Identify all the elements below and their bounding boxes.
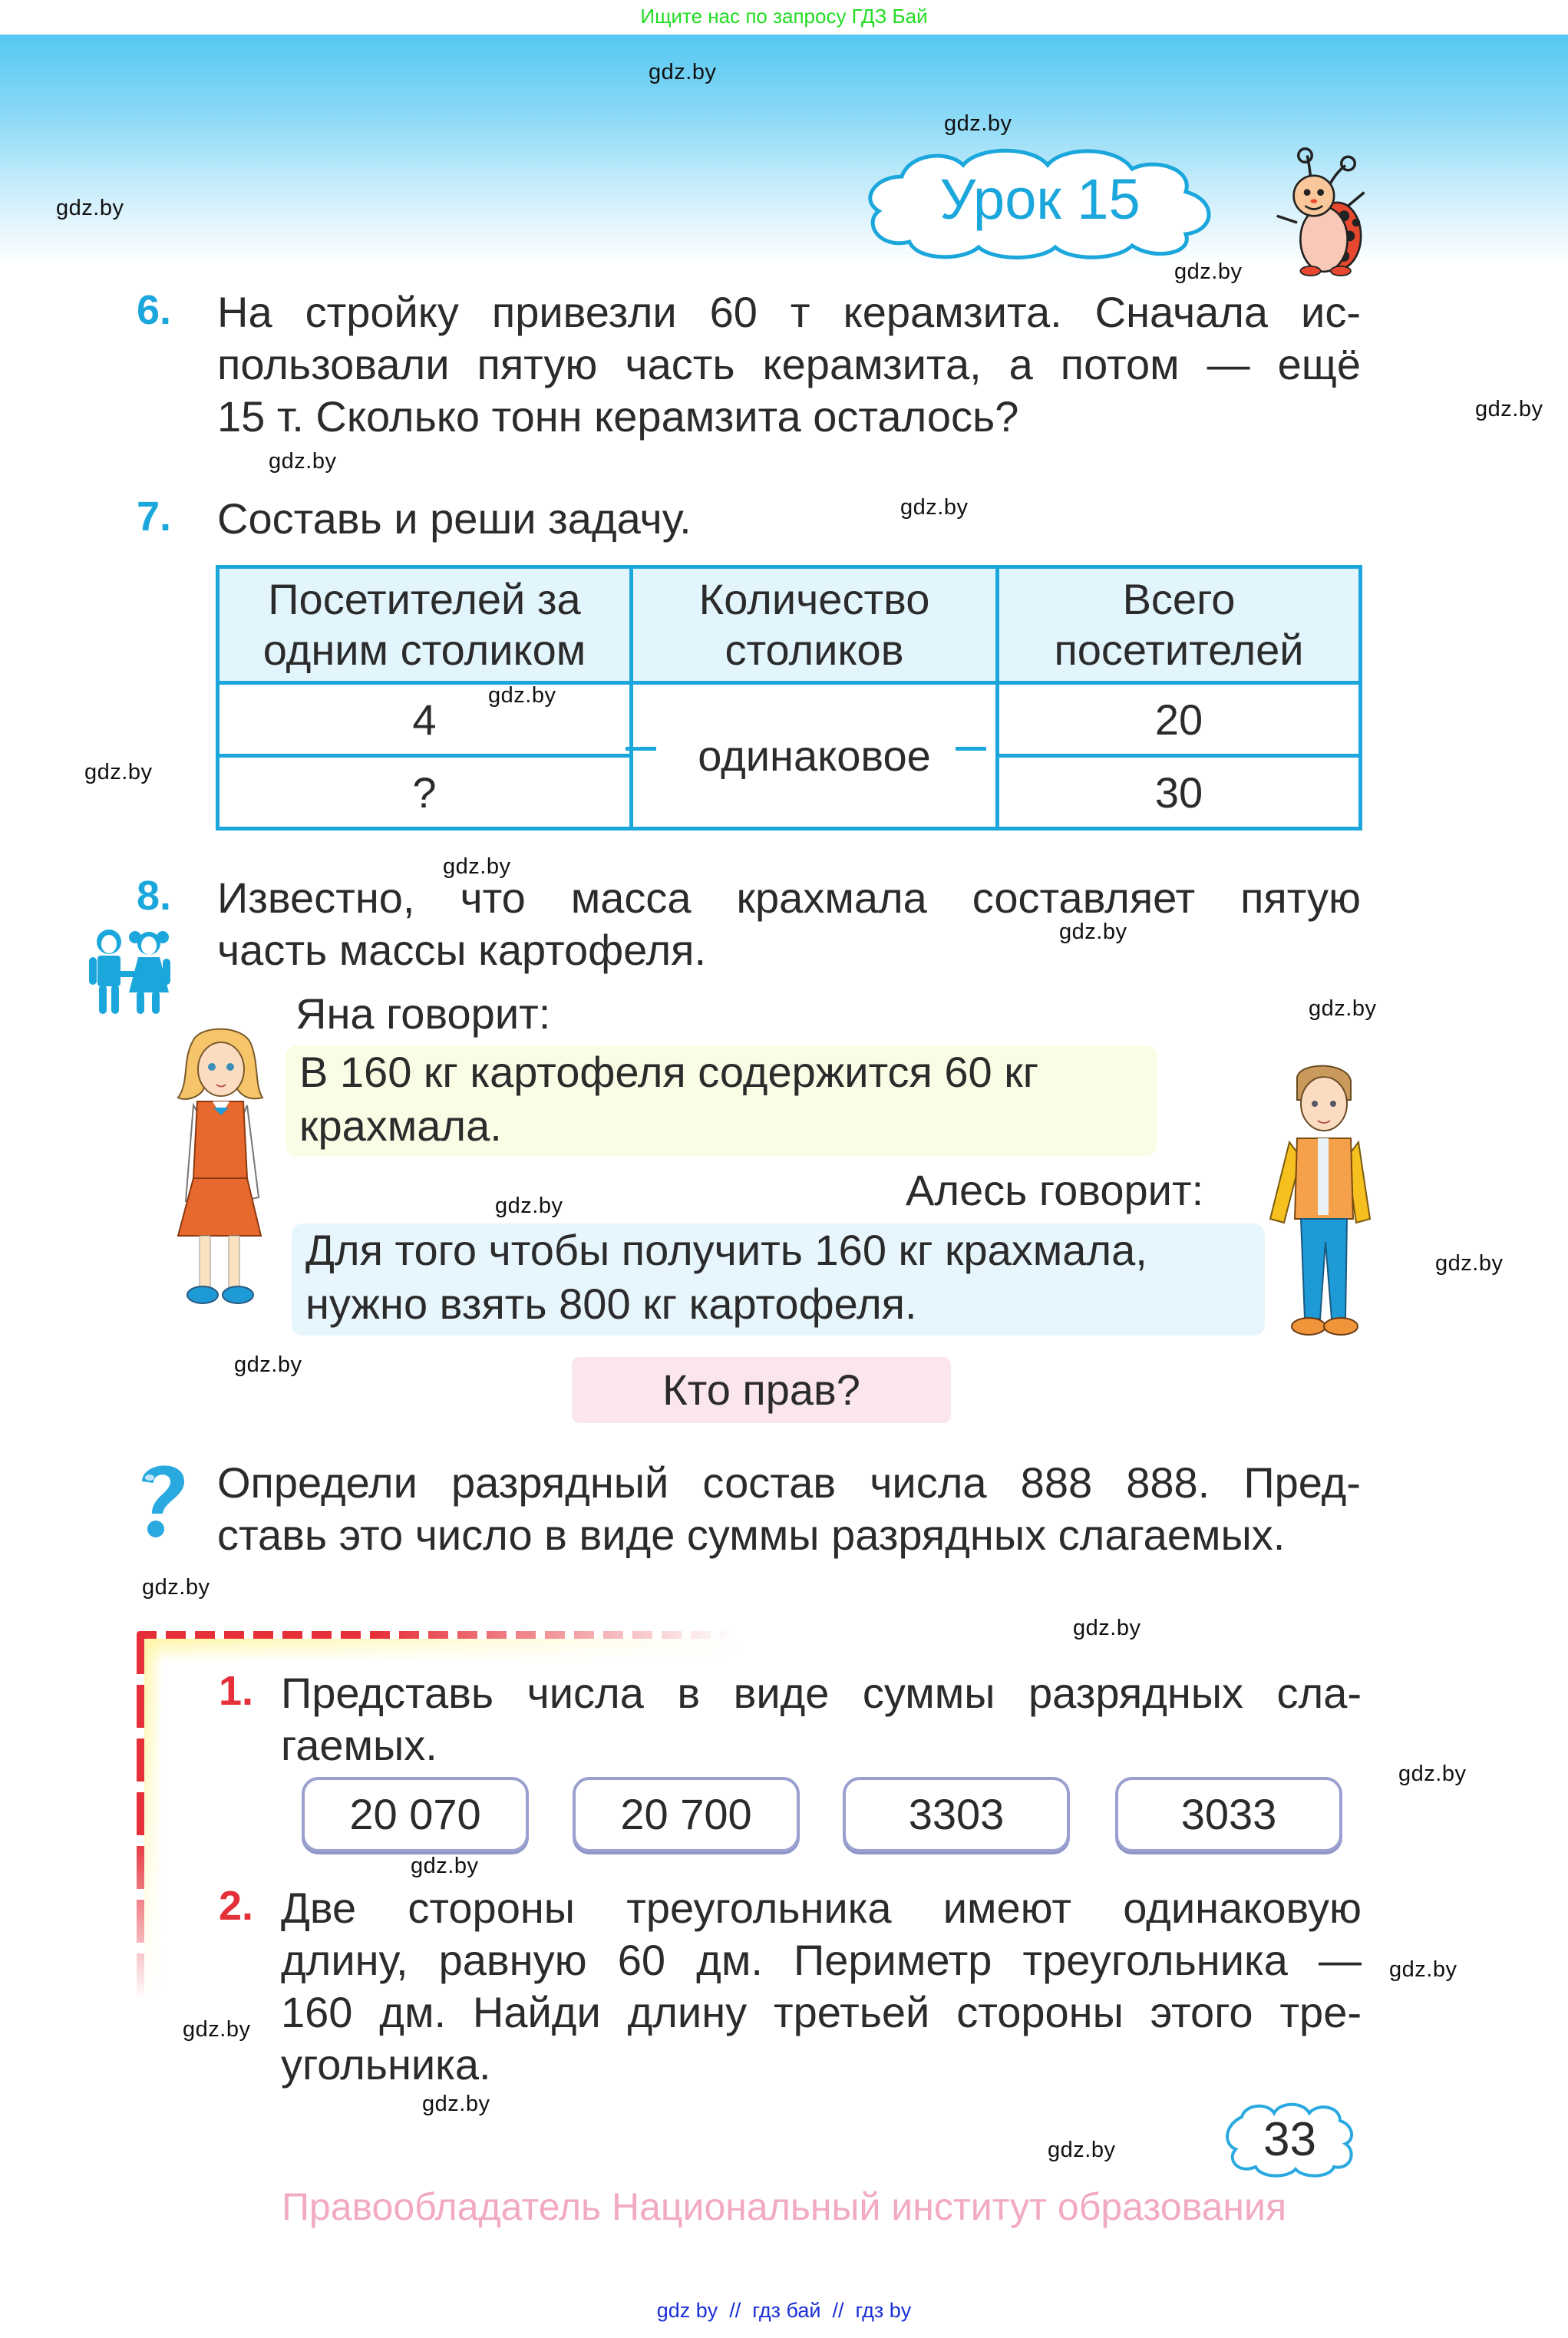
review-box-glow — [144, 1639, 163, 2000]
watermark: gdz.by — [1475, 397, 1543, 421]
footer-links[interactable]: gdz by // гдз бай // гдз by — [656, 2299, 912, 2322]
number-card: 3303 — [843, 1777, 1070, 1852]
ladybug-icon — [1270, 138, 1378, 280]
pair-work-icon — [86, 925, 178, 1017]
table-header-row — [218, 567, 1361, 683]
lesson-title: Урок 15 — [939, 167, 1141, 231]
header-line: столиков — [725, 626, 904, 674]
watermark: gdz.by — [1073, 1616, 1141, 1640]
boy-ales-illustration — [1255, 1058, 1378, 1338]
watermark: gdz.by — [1309, 996, 1377, 1021]
review-task-1-text — [281, 1667, 1362, 1772]
task-7-text: Составь и реши задачу. — [217, 494, 692, 543]
review-box-glow — [144, 1639, 743, 1662]
header-line: одним столиком — [262, 626, 586, 674]
copyright-notice: Правообладатель Национальный институт образования — [281, 2185, 1287, 2228]
cell-tables-count-merged: одинаковое — [632, 683, 998, 829]
task-6-line: На стройку привезли 60 т керамзита. Сначала ис- — [217, 288, 1361, 336]
header-per-table — [218, 567, 632, 683]
watermark: gdz.by — [411, 1854, 479, 1878]
cell-per-table: ? — [218, 756, 632, 829]
review-box-border-top — [137, 1631, 735, 1639]
header-total — [998, 567, 1361, 683]
review-task-1-line: гаемых. — [281, 1721, 437, 1769]
review-task-2-line: Две стороны треугольника имеют одинаковую — [281, 1884, 1362, 1932]
header-tables-count — [632, 567, 998, 683]
task-6-number: 6. — [137, 287, 172, 333]
table-divider-stub — [956, 747, 986, 751]
header-line: Количество — [698, 575, 930, 623]
watermark: gdz.by — [1398, 1762, 1467, 1786]
header-line: Всего — [1122, 575, 1236, 623]
review-task-2-line: угольника. — [281, 2040, 491, 2089]
ales-says-label: Алесь говорит: — [906, 1166, 1204, 1214]
review-task-2-number: 2. — [219, 1883, 254, 1929]
question-mark-icon — [130, 1458, 192, 1543]
task-8-number: 8. — [137, 873, 172, 919]
watermark: gdz.by — [183, 2017, 251, 2042]
top-banner: Ищите нас по запросу ГДЗ Бай — [0, 0, 1568, 35]
yana-line: крахмала. — [299, 1101, 502, 1150]
watermark: gdz.by — [1435, 1251, 1504, 1276]
task-6-text — [217, 286, 1361, 443]
yana-speech-bubble — [286, 1045, 1157, 1156]
watermark: gdz.by — [56, 196, 124, 220]
task-7-number: 7. — [137, 494, 172, 540]
yana-says-label: Яна говорит: — [295, 989, 551, 1038]
review-task-1-number: 1. — [219, 1668, 254, 1714]
ales-speech-bubble — [292, 1223, 1265, 1336]
ales-line: Для того чтобы получить 160 кг крахмала, — [305, 1226, 1147, 1274]
watermark: gdz.by — [900, 495, 969, 520]
cell-per-table: 4 — [218, 683, 632, 756]
cell-total: 20 — [998, 683, 1361, 756]
girl-yana-illustration — [170, 1025, 270, 1309]
table-row — [218, 683, 1361, 756]
place-value-line: Определи разрядный состав числа 888 888. Пред- — [217, 1458, 1361, 1507]
watermark: gdz.by — [1174, 259, 1243, 284]
watermark: gdz.by — [944, 111, 1012, 136]
watermark: gdz.by — [1059, 920, 1127, 944]
watermark: gdz.by — [269, 449, 337, 474]
watermark: gdz.by — [443, 854, 511, 879]
watermark: gdz.by — [142, 1575, 210, 1600]
visitors-table — [216, 565, 1362, 831]
cell-total: 30 — [998, 756, 1361, 829]
header-line: посетителей — [1054, 626, 1304, 674]
watermark: gdz.by — [1389, 1957, 1457, 1982]
place-value-task-text — [217, 1457, 1361, 1561]
page-number: 33 — [1263, 2113, 1316, 2166]
task-6-line: 15 т. Сколько тонн керамзита осталось? — [217, 392, 1019, 441]
review-task-2-line: 160 дм. Найди длину третьей стороны этого тре- — [281, 1988, 1362, 2036]
watermark: gdz.by — [488, 683, 556, 708]
ales-line: нужно взять 800 кг картофеля. — [305, 1280, 917, 1328]
watermark: gdz.by — [1048, 2138, 1116, 2162]
number-card: 3033 — [1115, 1777, 1342, 1852]
review-box-border-left — [137, 1631, 144, 2000]
who-is-right-box: Кто прав? — [572, 1357, 951, 1423]
review-task-1-line: Представь числа в виде суммы разрядных сла- — [281, 1669, 1362, 1717]
task-8-line: часть массы картофеля. — [217, 926, 707, 974]
watermark: gdz.by — [649, 60, 717, 84]
place-value-line: ставь это число в виде суммы разрядных слагаемых. — [217, 1511, 1286, 1559]
review-task-2-line: длину, равную 60 дм. Периметр треугольника — — [281, 1936, 1362, 1984]
watermark: gdz.by — [234, 1352, 302, 1377]
header-line: Посетителей за — [268, 575, 581, 623]
review-task-2-text — [281, 1882, 1362, 2091]
watermark: gdz.by — [84, 760, 153, 784]
task-6-line: пользовали пятую часть керамзита, а потом — ещё — [217, 340, 1361, 388]
number-card: 20 700 — [573, 1777, 800, 1852]
task-8-line: Известно, что масса крахмала составляет пятую — [217, 873, 1361, 922]
number-card: 20 070 — [302, 1777, 529, 1852]
table-divider-stub — [626, 747, 656, 751]
watermark: gdz.by — [495, 1194, 563, 1218]
watermark: gdz.by — [422, 2092, 490, 2116]
task-8-text — [217, 872, 1361, 976]
yana-line: В 160 кг картофеля содержится 60 кг — [299, 1048, 1039, 1096]
